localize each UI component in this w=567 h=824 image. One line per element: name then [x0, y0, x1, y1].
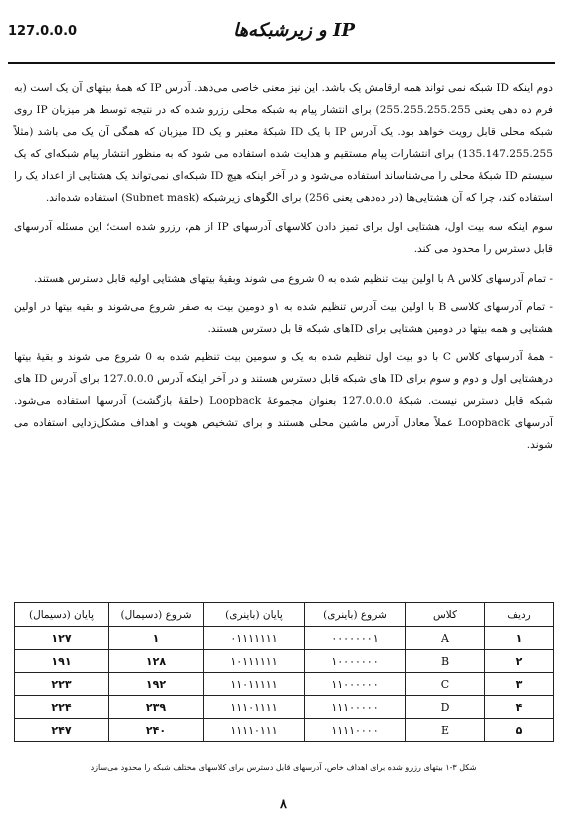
table-row: [15, 673, 554, 696]
page-number: ۸: [280, 797, 287, 812]
header-row-index: ردیف: [485, 603, 554, 627]
header-end-binary: پایان (باینری): [204, 603, 305, 627]
cell-row-index: ۵: [485, 719, 554, 742]
cell-end-binary: ۱۱۱۰۱۱۱۱: [204, 696, 305, 719]
paragraph-4: - تمام آدرسهای کلاسی B با اولین بیت آدرس تنظیم شده به ۱و دومین بیت به صفر شروع می‌شوند و بقیه بیتها در اولین هشتایی و همه بیتها در دومین هشتایی برای IDهای شبکه قا بل دسترس هستند.: [14, 301, 553, 336]
header-class: کلاس: [406, 603, 485, 627]
cell-end-binary: ۰۱۱۱۱۱۱۱: [204, 627, 305, 650]
header-start-decimal: شروع (دسیمال): [109, 603, 204, 627]
table-row: [15, 696, 554, 719]
header-start-binary: شروع (باینری): [305, 603, 406, 627]
cell-class: D: [406, 696, 485, 719]
header-address: 127.0.0.0: [8, 24, 78, 39]
page-header: [8, 20, 555, 62]
cell-start-decimal: ۱۹۲: [109, 673, 204, 696]
paragraph-3: - تمام آدرسهای کلاس A با اولین بیت تنظیم شده به 0 شروع می شوند وبقیهٔ بیتهای هشتایی اولیه قابل دسترس هستند.: [33, 273, 553, 286]
cell-start-binary: ۰۰۰۰۰۰۰۱: [305, 627, 406, 650]
table-header-row: [15, 603, 554, 627]
cell-class: A: [406, 627, 485, 650]
cell-start-binary: ۱۱۱۱۰۰۰۰: [305, 719, 406, 742]
header-title: IP و زیرشبکه‌ها: [233, 20, 355, 41]
cell-end-decimal: ۱۲۷: [15, 627, 109, 650]
cell-class: C: [406, 673, 485, 696]
paragraph-5: - همهٔ آدرسهای کلاس C با دو بیت اول تنظیم شده به یک و سومین بیت تنظیم شده به 0 شروع می شوند و بقیهٔ بیتها درهشتایی اول و دوم و سوم برای ID های شبکه قابل دسترس هستند و در آخر اینکه آدرس 127.0.0.0 برای آدرس ID های شبکه قابل دسترس نیست. شبکهٔ 127.0.0.0 بعنوان مجموعهٔ Loopback (حلقهٔ بازگشت) آدرسها استفاده می‌شود. آدرسهای Loopback عملاً معادل آدرس ماشین محلی هستند و برای تشخیص هویت و اهداف مشکل‌زدایی استفاده می شوند.: [14, 350, 553, 451]
cell-end-binary: ۱۰۱۱۱۱۱۱: [204, 650, 305, 673]
cell-end-decimal: ۲۴۷: [15, 719, 109, 742]
header-end-decimal: پایان (دسیمال): [15, 603, 109, 627]
header-rule: [8, 62, 555, 64]
cell-end-decimal: ۲۲۴: [15, 696, 109, 719]
cell-start-decimal: ۲۳۹: [109, 696, 204, 719]
cell-class: B: [406, 650, 485, 673]
cell-row-index: ۳: [485, 673, 554, 696]
cell-row-index: ۱: [485, 627, 554, 650]
table-row: [15, 650, 554, 673]
cell-row-index: ۴: [485, 696, 554, 719]
cell-end-binary: ۱۱۱۱۰۱۱۱: [204, 719, 305, 742]
body-text: [14, 78, 553, 463]
cell-start-binary: ۱۰۰۰۰۰۰۰: [305, 650, 406, 673]
cell-start-decimal: ۱: [109, 627, 204, 650]
cell-start-decimal: ۱۲۸: [109, 650, 204, 673]
paragraph-1: دوم اینکه ID شبکه نمی تواند همه ارقامش یک باشد. این نیز معنی خاصی می‌دهد. آدرس IP که همهٔ بیتهای آن یک است (به فرم ده دهی یعنی 255.255.255.255) برای انتشار پیام به شبکه محلی رزرو شده که در نتیجه توسط هر میزبان IP روی شبکه محلی قابل رویت خواهد بود. یک آدرس IP با یک ID شبکهٔ معتبر و یک ID میزبان که همگی آن یک می باشد (مثلاً 135.147.255.255) برای انتشارات پیام مستقیم و هدایت شده استفاده می شود که به منظور انتشار پیام شبکه‌ای که یک سیستم ID شبکهٔ محلی را می‌شناساند استفاده می‌شود و در آخر اینکه هیچ ID شبکه‌ای نمی‌تواند یک هشتایی از اعداد یک را استفاده کند، چرا که آن هشتایی‌ها (در ده‌دهی یعنی 256) برای الگوهای زیرشبکه (Subnet mask) استفاده شده‌اند.: [14, 82, 554, 204]
cell-start-binary: ۱۱۱۰۰۰۰۰: [305, 696, 406, 719]
cell-end-binary: ۱۱۰۱۱۱۱۱: [204, 673, 305, 696]
figure-caption: شکل ۳-۱ بیتهای رزرو شده برای اهداف خاص، آدرسهای قابل دسترس برای کلاسهای مختلف شبکه را محدود می‌سازد: [90, 763, 477, 772]
cell-end-decimal: ۲۲۳: [15, 673, 109, 696]
paragraph-2: سوم اینکه سه بیت اول، هشتایی اول برای تمیز دادن کلاسهای آدرسهای IP از هم، رزرو شده است؛ این مسئله آدرسهای قابل دسترس را محدود می کند.: [14, 221, 553, 256]
cell-class: E: [406, 719, 485, 742]
cell-start-decimal: ۲۴۰: [109, 719, 204, 742]
cell-end-decimal: ۱۹۱: [15, 650, 109, 673]
cell-row-index: ۲: [485, 650, 554, 673]
cell-start-binary: ۱۱۰۰۰۰۰۰: [305, 673, 406, 696]
table-row: [15, 719, 554, 742]
ip-class-table: [14, 602, 554, 742]
table-row: [15, 627, 554, 650]
